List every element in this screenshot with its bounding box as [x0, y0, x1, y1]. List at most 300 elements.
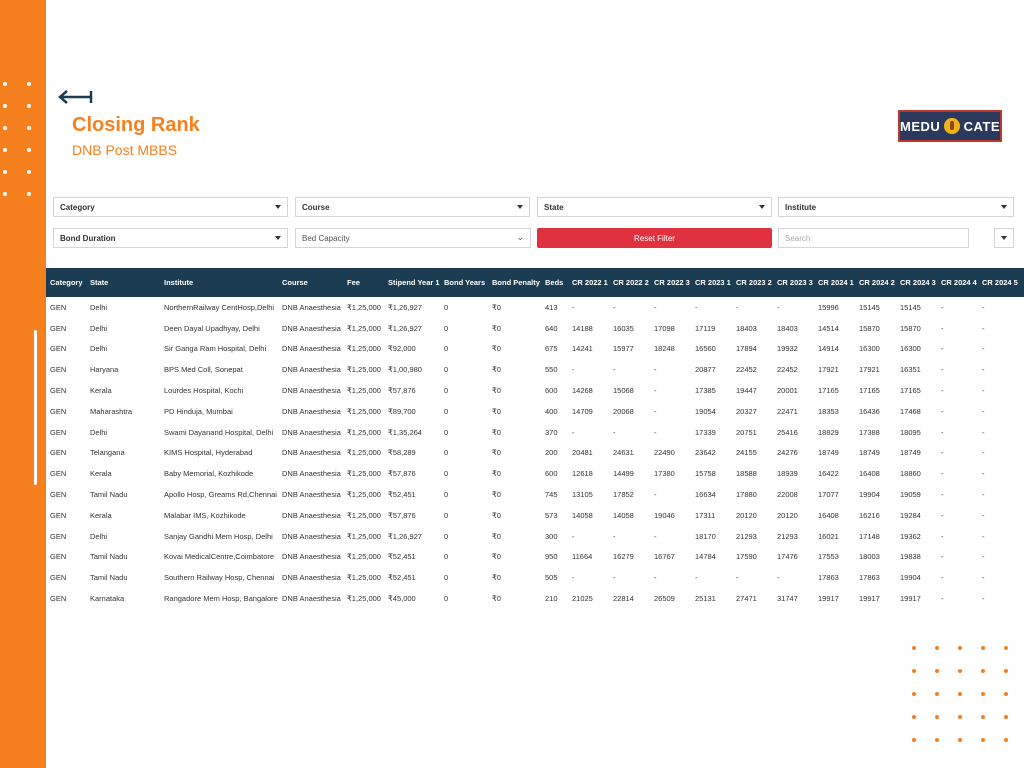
table-cell: Kovai MedicalCentre,Coimbatore — [164, 552, 275, 562]
decorative-dot — [27, 82, 31, 86]
table-cell: - — [654, 573, 657, 583]
table-cell: 14499 — [613, 469, 634, 479]
table-cell: ₹0 — [492, 365, 501, 375]
table-cell: - — [941, 448, 944, 458]
table-cell: GEN — [50, 552, 67, 562]
decorative-dot — [958, 646, 962, 650]
table-cell: ₹92,000 — [388, 344, 416, 354]
bond-duration-dropdown[interactable] — [53, 228, 288, 248]
bed-capacity-label: Bed Capacity — [302, 233, 350, 243]
table-cell: 17863 — [859, 573, 880, 583]
decorative-dot — [3, 192, 7, 196]
table-cell: 15068 — [613, 386, 634, 396]
table-cell: - — [941, 302, 944, 312]
table-row[interactable] — [46, 422, 1024, 443]
table-cell: - — [695, 302, 698, 312]
table-cell: ₹1,25,000 — [347, 344, 381, 354]
table-cell: 14188 — [572, 323, 593, 333]
table-row[interactable] — [46, 526, 1024, 547]
table-cell: ₹0 — [492, 386, 501, 396]
table-cell: ₹57,876 — [388, 386, 416, 396]
table-cell: 19054 — [695, 406, 716, 416]
table-cell: ₹0 — [492, 510, 501, 520]
table-cell: NorthernRailway CentHosp,Delhi — [164, 302, 275, 312]
caret-down-icon — [517, 205, 523, 209]
table-cell: 19284 — [900, 510, 921, 520]
decorative-dot — [3, 104, 7, 108]
table-cell: ₹1,26,927 — [388, 323, 422, 333]
table-cell: 20751 — [736, 427, 757, 437]
table-cell: 22008 — [777, 490, 798, 500]
table-cell: 17894 — [736, 344, 757, 354]
table-cell: 19917 — [818, 594, 839, 604]
table-cell: 15145 — [900, 302, 921, 312]
category-dropdown[interactable] — [53, 197, 288, 217]
column-header[interactable]: Bond Years — [440, 268, 488, 297]
column-header[interactable]: State — [86, 268, 160, 297]
table-cell: - — [982, 573, 985, 583]
table-cell: 13105 — [572, 490, 593, 500]
column-header[interactable]: Category — [46, 268, 86, 297]
table-cell: - — [941, 469, 944, 479]
table-cell: 22452 — [777, 365, 798, 375]
table-cell: 22471 — [777, 406, 798, 416]
table-row[interactable] — [46, 588, 1024, 609]
table-cell: 17148 — [859, 531, 880, 541]
decorative-dot — [935, 738, 939, 742]
table-cell: ₹1,26,927 — [388, 302, 422, 312]
table-cell: 17476 — [777, 552, 798, 562]
table-cell: Apollo Hosp, Greams Rd,Chennai — [164, 490, 277, 500]
table-cell: 24276 — [777, 448, 798, 458]
table-cell: ₹0 — [492, 302, 501, 312]
decorative-dot — [912, 738, 916, 742]
table-cell: 16422 — [818, 469, 839, 479]
table-cell: - — [941, 490, 944, 500]
table-cell: - — [613, 365, 616, 375]
closing-rank-table — [46, 268, 1024, 609]
decorative-dot — [981, 715, 985, 719]
table-cell: GEN — [50, 510, 67, 520]
table-cell: 14914 — [818, 344, 839, 354]
table-cell: 0 — [444, 406, 449, 416]
table-row[interactable] — [46, 380, 1024, 401]
table-cell: DNB Anaesthesia — [282, 573, 341, 583]
table-cell: 20120 — [736, 510, 757, 520]
table-cell: ₹0 — [492, 552, 501, 562]
table-cell: 15870 — [900, 323, 921, 333]
table-cell: - — [941, 427, 944, 437]
table-cell: ₹1,25,000 — [347, 469, 381, 479]
table-cell: 17165 — [818, 386, 839, 396]
table-cell: DNB Anaesthesia — [282, 302, 341, 312]
column-header[interactable]: CR 2022 1 — [568, 268, 609, 297]
table-cell: 0 — [444, 427, 449, 437]
table-row[interactable] — [46, 401, 1024, 422]
table-cell: ₹52,451 — [388, 573, 416, 583]
table-cell: Kerala — [90, 510, 112, 520]
table-cell: 16351 — [900, 365, 921, 375]
table-cell: 17388 — [859, 427, 880, 437]
table-cell: - — [982, 469, 985, 479]
decorative-dot — [1004, 738, 1008, 742]
scroll-indicator[interactable] — [34, 330, 37, 485]
table-cell: - — [695, 573, 698, 583]
table-cell: 15758 — [695, 469, 716, 479]
table-cell: 0 — [444, 594, 449, 604]
table-cell: PD Hinduja, Mumbai — [164, 406, 233, 416]
table-cell: ₹1,25,000 — [347, 427, 381, 437]
table-row[interactable] — [46, 297, 1024, 318]
column-header[interactable]: Stipend Year 1 — [384, 268, 440, 297]
table-cell: 21025 — [572, 594, 593, 604]
page-size-dropdown[interactable] — [994, 228, 1014, 248]
table-cell: 16300 — [859, 344, 880, 354]
table-cell: 16300 — [900, 344, 921, 354]
table-cell: 25416 — [777, 427, 798, 437]
table-cell: ₹1,35,264 — [388, 427, 422, 437]
table-cell: 17863 — [818, 573, 839, 583]
table-cell: ₹1,26,927 — [388, 531, 422, 541]
table-cell: 16408 — [859, 469, 880, 479]
table-cell: DNB Anaesthesia — [282, 386, 341, 396]
table-cell: 17098 — [654, 323, 675, 333]
table-cell: - — [654, 427, 657, 437]
table-cell: GEN — [50, 344, 67, 354]
table-cell: 210 — [545, 594, 558, 604]
table-cell: 950 — [545, 552, 558, 562]
table-cell: ₹89,700 — [388, 406, 416, 416]
table-cell: DNB Anaesthesia — [282, 469, 341, 479]
reset-filter-button[interactable]: Reset Filter — [537, 228, 772, 248]
table-cell: 24155 — [736, 448, 757, 458]
table-cell: 16021 — [818, 531, 839, 541]
search-input[interactable] — [778, 228, 969, 248]
table-cell: ₹1,25,000 — [347, 490, 381, 500]
table-cell: 640 — [545, 323, 558, 333]
table-cell: ₹1,00,980 — [388, 365, 422, 375]
table-cell: 17165 — [900, 386, 921, 396]
table-cell: GEN — [50, 406, 67, 416]
table-cell: 18860 — [900, 469, 921, 479]
table-cell: 300 — [545, 531, 558, 541]
table-cell: BPS Med Coll, Sonepat — [164, 365, 243, 375]
table-cell: 17385 — [695, 386, 716, 396]
course-dropdown[interactable] — [295, 197, 530, 217]
table-cell: 0 — [444, 323, 449, 333]
table-cell: - — [982, 448, 985, 458]
table-cell: - — [613, 531, 616, 541]
table-row[interactable] — [46, 339, 1024, 360]
table-cell: 31747 — [777, 594, 798, 604]
table-cell: Maharashtra — [90, 406, 133, 416]
table-cell: 600 — [545, 469, 558, 479]
table-cell: ₹0 — [492, 344, 501, 354]
caret-down-icon — [1001, 205, 1007, 209]
table-cell: - — [613, 427, 616, 437]
table-cell: GEN — [50, 531, 67, 541]
table-cell: - — [777, 302, 780, 312]
table-cell: ₹1,25,000 — [347, 365, 381, 375]
decorative-dot — [935, 669, 939, 673]
table-cell: DNB Anaesthesia — [282, 510, 341, 520]
caret-down-icon — [1001, 236, 1007, 240]
decorative-dot — [1004, 715, 1008, 719]
decorative-dot — [912, 715, 916, 719]
table-cell: - — [982, 323, 985, 333]
table-cell: Swami Dayanand Hospital, Delhi — [164, 427, 274, 437]
table-cell: ₹0 — [492, 427, 501, 437]
table-cell: 18403 — [736, 323, 757, 333]
table-cell: 20001 — [777, 386, 798, 396]
table-cell: - — [941, 365, 944, 375]
table-cell: 14268 — [572, 386, 593, 396]
table-cell: - — [941, 531, 944, 541]
table-cell: ₹0 — [492, 594, 501, 604]
table-cell: 16436 — [859, 406, 880, 416]
table-cell: 12618 — [572, 469, 593, 479]
table-cell: GEN — [50, 573, 67, 583]
institute-dropdown[interactable] — [778, 197, 1014, 217]
table-cell: 19904 — [859, 490, 880, 500]
table-cell: - — [654, 531, 657, 541]
table-cell: 11664 — [572, 552, 593, 562]
table-cell: 19447 — [736, 386, 757, 396]
column-header[interactable]: CR 2024 1 — [814, 268, 855, 297]
table-cell: Lourdes Hospital, Kochi — [164, 386, 244, 396]
table-row[interactable] — [46, 547, 1024, 568]
table-cell: 26509 — [654, 594, 675, 604]
table-cell: - — [941, 552, 944, 562]
table-cell: - — [982, 427, 985, 437]
table-cell: 19362 — [900, 531, 921, 541]
table-cell: - — [941, 386, 944, 396]
table-cell: 21293 — [777, 531, 798, 541]
table-cell: GEN — [50, 490, 67, 500]
table-cell: ₹1,25,000 — [347, 531, 381, 541]
decorative-dot — [981, 738, 985, 742]
decorative-dot — [935, 715, 939, 719]
table-cell: - — [982, 510, 985, 520]
column-header[interactable]: CR 2024 5 — [978, 268, 1024, 297]
table-cell: ₹52,451 — [388, 490, 416, 500]
table-cell: 0 — [444, 490, 449, 500]
table-cell: - — [982, 386, 985, 396]
table-cell: Rangadore Mem Hosp, Bangalore — [164, 594, 278, 604]
table-cell: 14241 — [572, 344, 593, 354]
table-cell: 573 — [545, 510, 558, 520]
column-header[interactable]: Fee — [343, 268, 384, 297]
table-cell: - — [572, 302, 575, 312]
table-cell: - — [736, 302, 739, 312]
column-header[interactable]: CR 2024 4 — [937, 268, 978, 297]
table-cell: 20327 — [736, 406, 757, 416]
table-cell: 16767 — [654, 552, 675, 562]
state-dropdown[interactable] — [537, 197, 772, 217]
table-cell: 25131 — [695, 594, 716, 604]
table-cell: 14514 — [818, 323, 839, 333]
table-cell: Baby Memorial, Kozhikode — [164, 469, 254, 479]
table-cell: DNB Anaesthesia — [282, 552, 341, 562]
table-cell: Kerala — [90, 469, 112, 479]
table-row[interactable] — [46, 463, 1024, 484]
table-cell: 0 — [444, 510, 449, 520]
table-cell: ₹1,25,000 — [347, 323, 381, 333]
table-cell: Karnataka — [90, 594, 125, 604]
table-cell: ₹45,000 — [388, 594, 416, 604]
institute-dropdown-label: Institute — [785, 202, 817, 212]
decorative-dot — [958, 715, 962, 719]
table-cell: 18939 — [777, 469, 798, 479]
page-subtitle: DNB Post MBBS — [72, 142, 178, 158]
table-cell: 16279 — [613, 552, 634, 562]
table-cell: Delhi — [90, 344, 108, 354]
table-cell: - — [654, 406, 657, 416]
back-arrow-icon[interactable] — [58, 87, 94, 107]
table-cell: - — [572, 427, 575, 437]
table-row[interactable] — [46, 567, 1024, 588]
column-header[interactable]: CR 2023 1 — [691, 268, 732, 297]
table-cell: ₹58,289 — [388, 448, 416, 458]
table-cell: DNB Anaesthesia — [282, 344, 341, 354]
table-cell: 18749 — [900, 448, 921, 458]
table-cell: Sir Ganga Ram Hospital, Delhi — [164, 344, 267, 354]
column-header[interactable]: Institute — [160, 268, 278, 297]
table-cell: 19838 — [900, 552, 921, 562]
table-cell: 18248 — [654, 344, 675, 354]
table-row[interactable] — [46, 359, 1024, 380]
table-cell: 21293 — [736, 531, 757, 541]
table-cell: 14058 — [572, 510, 593, 520]
table-cell: 17380 — [654, 469, 675, 479]
table-cell: 17077 — [818, 490, 839, 500]
table-cell: 27471 — [736, 594, 757, 604]
table-cell: 20481 — [572, 448, 593, 458]
table-cell: Tamil Nadu — [90, 552, 128, 562]
caret-down-icon — [759, 205, 765, 209]
bed-capacity-dropdown[interactable] — [295, 228, 531, 248]
table-cell: 745 — [545, 490, 558, 500]
table-cell: 22814 — [613, 594, 634, 604]
table-cell: 22490 — [654, 448, 675, 458]
table-cell: 16560 — [695, 344, 716, 354]
decorative-dot — [1004, 692, 1008, 696]
table-cell: ₹1,25,000 — [347, 386, 381, 396]
table-cell: 0 — [444, 302, 449, 312]
table-cell: 23642 — [695, 448, 716, 458]
table-cell: DNB Anaesthesia — [282, 490, 341, 500]
table-row[interactable] — [46, 484, 1024, 505]
table-cell: 15977 — [613, 344, 634, 354]
table-cell: Telangana — [90, 448, 125, 458]
column-header[interactable]: CR 2022 3 — [650, 268, 691, 297]
meducate-logo — [898, 110, 1002, 142]
table-cell: 19904 — [900, 573, 921, 583]
table-cell: 675 — [545, 344, 558, 354]
table-row[interactable] — [46, 505, 1024, 526]
table-cell: Haryana — [90, 365, 119, 375]
table-cell: 17165 — [859, 386, 880, 396]
table-cell: 14058 — [613, 510, 634, 520]
table-cell: GEN — [50, 323, 67, 333]
table-cell: - — [982, 344, 985, 354]
table-cell: DNB Anaesthesia — [282, 323, 341, 333]
table-cell: 0 — [444, 448, 449, 458]
table-cell: ₹1,25,000 — [347, 448, 381, 458]
table-cell: - — [982, 365, 985, 375]
column-header[interactable]: CR 2023 3 — [773, 268, 814, 297]
table-cell: 16408 — [818, 510, 839, 520]
table-cell: - — [613, 302, 616, 312]
table-cell: 15996 — [818, 302, 839, 312]
column-header[interactable]: Bond Penalty — [488, 268, 541, 297]
decorative-dot — [3, 126, 7, 130]
table-cell: - — [777, 573, 780, 583]
caret-down-icon — [275, 236, 281, 240]
decorative-dot — [981, 692, 985, 696]
column-header[interactable]: Course — [278, 268, 343, 297]
table-row[interactable] — [46, 443, 1024, 464]
table-cell: - — [654, 386, 657, 396]
table-cell: DNB Anaesthesia — [282, 594, 341, 604]
column-header[interactable]: CR 2022 2 — [609, 268, 650, 297]
table-cell: GEN — [50, 386, 67, 396]
table-cell: - — [941, 323, 944, 333]
column-header[interactable]: Beds — [541, 268, 568, 297]
logo-mark-icon — [944, 118, 959, 134]
table-cell: 17852 — [613, 490, 634, 500]
table-cell: GEN — [50, 594, 67, 604]
table-cell: ₹0 — [492, 469, 501, 479]
column-header[interactable]: CR 2024 2 — [855, 268, 896, 297]
table-cell: 18095 — [900, 427, 921, 437]
table-cell: Sanjay Gandhi Mem Hosp, Delhi — [164, 531, 273, 541]
table-row[interactable] — [46, 318, 1024, 339]
decorative-dot — [912, 646, 916, 650]
table-header-row — [46, 268, 1024, 297]
table-cell: 14784 — [695, 552, 716, 562]
table-cell: DNB Anaesthesia — [282, 531, 341, 541]
table-cell: - — [982, 552, 985, 562]
table-cell: 20068 — [613, 406, 634, 416]
table-cell: 0 — [444, 469, 449, 479]
table-cell: - — [654, 302, 657, 312]
column-header[interactable]: CR 2023 2 — [732, 268, 773, 297]
decorative-dot — [912, 669, 916, 673]
decorative-dot — [3, 148, 7, 152]
table-cell: 19932 — [777, 344, 798, 354]
table-cell: DNB Anaesthesia — [282, 427, 341, 437]
column-header[interactable]: CR 2024 3 — [896, 268, 937, 297]
table-cell: Delhi — [90, 531, 108, 541]
table-cell: - — [654, 490, 657, 500]
table-cell: Malabar IMS, Kozhikode — [164, 510, 246, 520]
chevron-down-icon: ⌄ — [516, 232, 524, 242]
table-cell: 0 — [444, 386, 449, 396]
table-cell: 19917 — [900, 594, 921, 604]
decorative-dot — [935, 692, 939, 696]
table-cell: 17311 — [695, 510, 716, 520]
table-cell: - — [572, 365, 575, 375]
table-cell: Tamil Nadu — [90, 573, 128, 583]
table-cell: 22452 — [736, 365, 757, 375]
table-cell: 18829 — [818, 427, 839, 437]
table-cell: Kerala — [90, 386, 112, 396]
decorative-dot — [958, 738, 962, 742]
table-cell: - — [736, 573, 739, 583]
table-cell: 18353 — [818, 406, 839, 416]
table-cell: ₹57,876 — [388, 510, 416, 520]
